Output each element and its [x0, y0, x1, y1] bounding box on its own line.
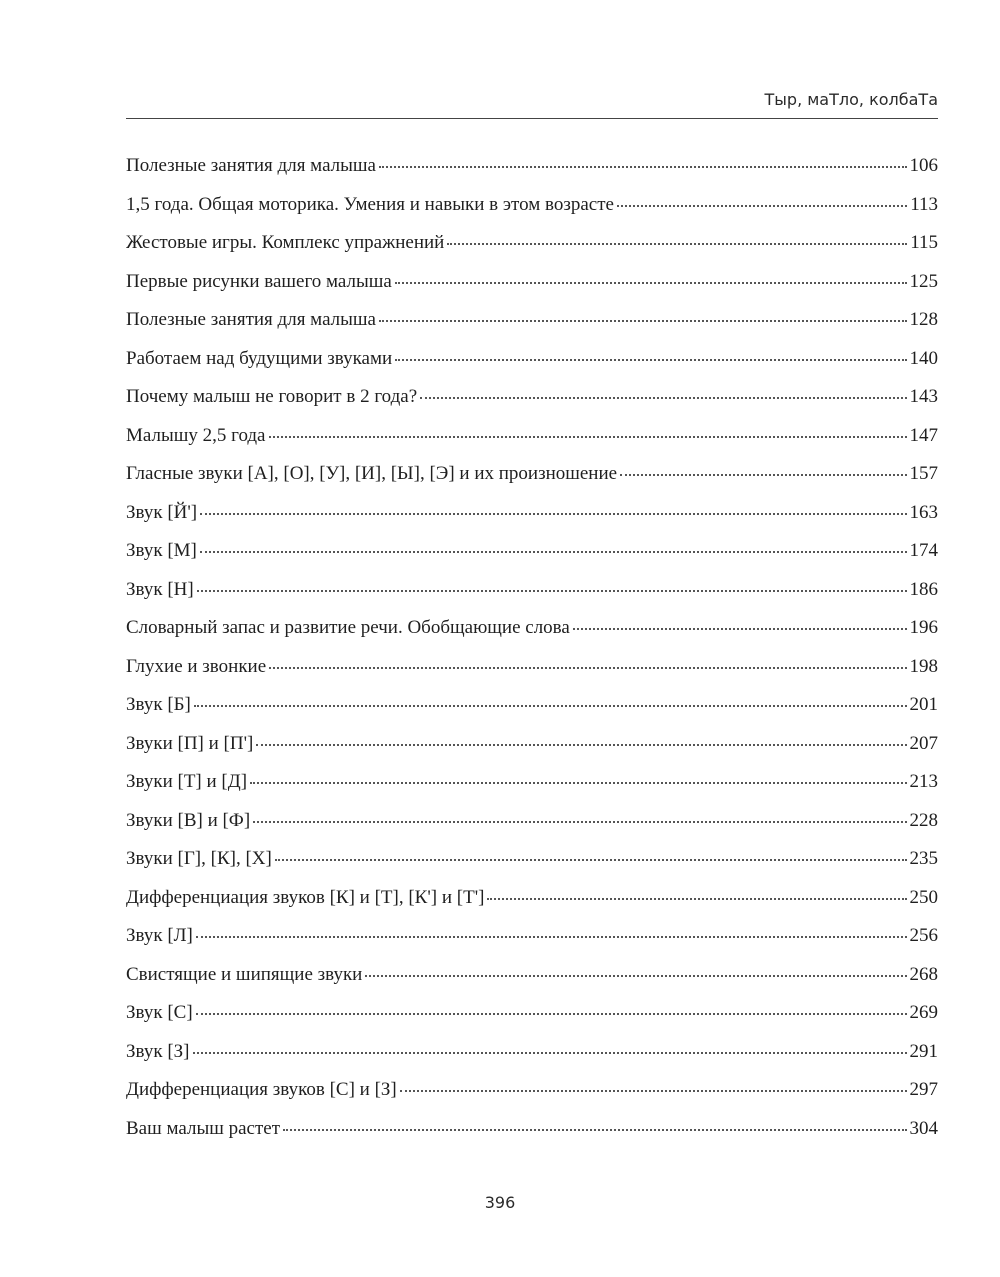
- toc-entry[interactable]: [126, 344, 938, 383]
- toc-entry[interactable]: [126, 228, 938, 267]
- toc-entry[interactable]: [126, 1114, 938, 1153]
- toc-dot-leader: [250, 782, 906, 784]
- toc-entry-title: Звук [М]: [126, 540, 197, 561]
- toc-entry-title: Полезные занятия для малыша: [126, 155, 376, 176]
- toc-dot-leader: [194, 705, 907, 707]
- toc-entry-page: 268: [909, 963, 938, 985]
- toc-dot-leader: [256, 744, 906, 746]
- toc-dot-leader: [269, 667, 906, 669]
- toc-entry-title: Звук [Й']: [126, 501, 198, 523]
- toc-entry[interactable]: [126, 613, 938, 652]
- toc-dot-leader: [447, 243, 907, 245]
- toc-entry[interactable]: [126, 844, 938, 883]
- toc-entry-page: 113: [910, 193, 938, 215]
- toc-entry-page: 228: [909, 809, 938, 831]
- toc-entry-title: Полезные занятия для малыша: [126, 309, 376, 330]
- running-header: Тыр, маТло, колбаТа: [764, 90, 938, 109]
- toc-entry-title: Звук [Л]: [126, 925, 193, 946]
- toc-entry[interactable]: [126, 267, 938, 306]
- toc-dot-leader: [283, 1129, 906, 1131]
- toc-entry-title: Звуки [В] и [Ф]: [126, 809, 251, 831]
- toc-entry-page: 115: [910, 232, 938, 253]
- toc-dot-leader: [379, 166, 907, 168]
- toc-dot-leader: [487, 898, 906, 900]
- toc-dot-leader: [395, 282, 907, 284]
- toc-entry-page: 304: [909, 1117, 938, 1139]
- toc-entry-page: 198: [909, 655, 938, 677]
- toc-entry-title: Гласные звуки [А], [О], [У], [И], [Ы], [Э] и их произношение: [126, 463, 618, 484]
- toc-entry-title: Звук [З]: [126, 1040, 190, 1062]
- toc-entry-page: 143: [909, 386, 938, 407]
- toc-entry-title: Дифференциация звуков [С] и [З]: [126, 1079, 397, 1100]
- toc-entry-title: Звуки [Г], [К], [Х]: [126, 848, 272, 869]
- toc-entry-title: Первые рисунки вашего малыша: [126, 270, 392, 292]
- toc-entry-title: Звуки [Т] и [Д]: [126, 771, 248, 792]
- toc-entry-title: Работаем над будущими звуками: [126, 347, 393, 369]
- toc-dot-leader: [365, 975, 906, 977]
- toc-entry-title: Почему малыш не говорит в 2 года?: [126, 386, 418, 407]
- toc-entry[interactable]: [126, 729, 938, 768]
- toc-dot-leader: [620, 474, 906, 476]
- toc-dot-leader: [196, 936, 907, 938]
- toc-entry-title: 1,5 года. Общая моторика. Умения и навыки в этом возрасте: [126, 193, 614, 215]
- toc-entry-page: 235: [909, 848, 938, 869]
- toc-entry-page: 125: [909, 270, 938, 292]
- toc-entry-page: 256: [909, 925, 938, 946]
- toc-entry-page: 163: [909, 501, 938, 523]
- toc-entry-page: 174: [909, 540, 938, 561]
- toc-dot-leader: [400, 1090, 907, 1092]
- toc-entry-title: Дифференциация звуков [К] и [Т], [К'] и [Т']: [126, 886, 485, 908]
- toc-dot-leader: [275, 859, 907, 861]
- toc-entry-page: 157: [909, 463, 938, 484]
- toc-dot-leader: [395, 359, 906, 361]
- toc-entry[interactable]: [126, 1037, 938, 1076]
- toc-entry-title: Малышу 2,5 года: [126, 424, 266, 446]
- toc-entry-title: Звук [С]: [126, 1002, 193, 1023]
- table-of-contents: [126, 151, 938, 1152]
- toc-entry[interactable]: [126, 151, 938, 190]
- toc-entry[interactable]: [126, 190, 938, 229]
- toc-entry-title: Жестовые игры. Комплекс упражнений: [126, 232, 445, 253]
- toc-entry-title: Свистящие и шипящие звуки: [126, 963, 363, 985]
- toc-entry[interactable]: [126, 1075, 938, 1114]
- page-number: 396: [484, 1193, 516, 1212]
- toc-entry-page: 140: [909, 347, 938, 369]
- toc-entry-page: 186: [909, 578, 938, 600]
- toc-entry[interactable]: [126, 459, 938, 498]
- toc-entry[interactable]: [126, 652, 938, 691]
- toc-entry[interactable]: [126, 498, 938, 537]
- toc-entry[interactable]: [126, 575, 938, 614]
- toc-entry-page: 106: [909, 155, 938, 176]
- toc-entry[interactable]: [126, 690, 938, 729]
- toc-entry[interactable]: [126, 767, 938, 806]
- toc-entry[interactable]: [126, 998, 938, 1037]
- toc-entry[interactable]: [126, 921, 938, 960]
- header-rule: [126, 118, 938, 119]
- toc-entry-title: Звук [Н]: [126, 578, 194, 600]
- toc-dot-leader: [193, 1052, 907, 1054]
- toc-entry[interactable]: [126, 960, 938, 999]
- toc-entry[interactable]: [126, 806, 938, 845]
- toc-entry-page: 207: [909, 732, 938, 754]
- toc-entry[interactable]: [126, 536, 938, 575]
- toc-entry-page: 269: [909, 1002, 938, 1023]
- toc-entry-title: Звук [Б]: [126, 694, 191, 715]
- toc-entry-page: 201: [909, 694, 938, 715]
- toc-entry-page: 291: [909, 1040, 938, 1062]
- toc-entry[interactable]: [126, 382, 938, 421]
- toc-entry-title: Глухие и звонкие: [126, 655, 267, 677]
- toc-entry-title: Словарный запас и развитие речи. Обобщающие слова: [126, 617, 570, 638]
- toc-entry-page: 147: [909, 424, 938, 446]
- toc-dot-leader: [196, 1013, 907, 1015]
- toc-dot-leader: [200, 551, 907, 553]
- toc-dot-leader: [253, 821, 906, 823]
- toc-entry-page: 196: [909, 617, 938, 638]
- toc-entry-page: 250: [909, 886, 938, 908]
- toc-entry-page: 128: [909, 309, 938, 330]
- toc-entry-page: 213: [909, 771, 938, 792]
- toc-dot-leader: [197, 590, 907, 592]
- toc-entry[interactable]: [126, 421, 938, 460]
- toc-entry-title: Звуки [П] и [П']: [126, 732, 254, 754]
- toc-dot-leader: [379, 320, 907, 322]
- toc-entry[interactable]: [126, 883, 938, 922]
- toc-dot-leader: [617, 205, 907, 207]
- toc-dot-leader: [573, 628, 907, 630]
- toc-dot-leader: [200, 513, 906, 515]
- toc-dot-leader: [269, 436, 907, 438]
- toc-entry[interactable]: [126, 305, 938, 344]
- toc-dot-leader: [420, 397, 906, 399]
- toc-entry-title: Ваш малыш растет: [126, 1117, 281, 1139]
- toc-entry-page: 297: [909, 1079, 938, 1100]
